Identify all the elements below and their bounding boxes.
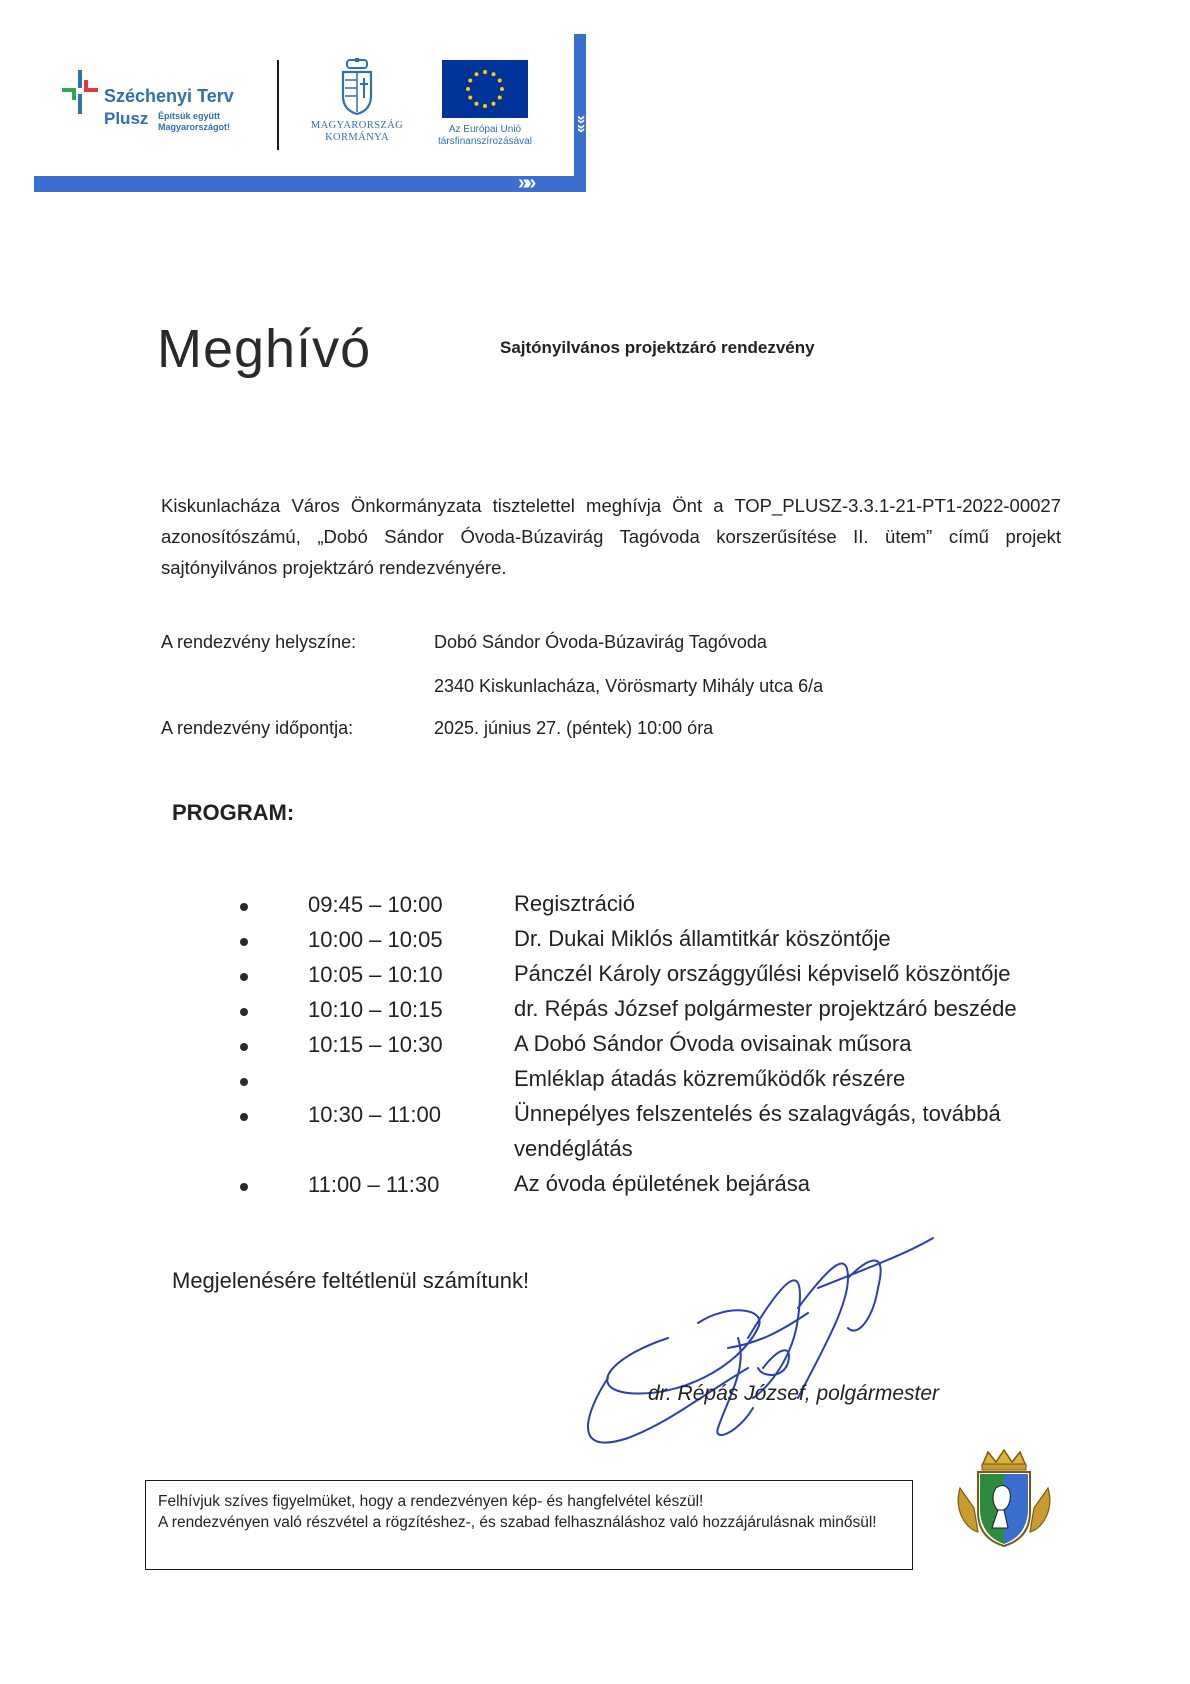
eu-star-icon (492, 72, 496, 76)
program-time: 09:45 – 10:00 (308, 892, 443, 917)
szechenyi-terv-name: Széchenyi Terv (104, 86, 234, 106)
eu-star-icon (466, 87, 470, 91)
banner-arrows-icon: »» (518, 172, 533, 194)
notice-line: Felhívjuk szíves figyelmüket, hogy a rendezvényen kép- és hangfelvétel készül! (158, 1493, 704, 1510)
program-heading: PROGRAM: (172, 800, 295, 825)
bullet-icon (240, 1113, 248, 1121)
program-time: 10:05 – 10:10 (308, 962, 443, 987)
signatory-name: dr. Répás József, polgármester (648, 1382, 940, 1405)
program-description: Ünnepélyes felszentelés és szalagvágás, továbbá vendéglátás (514, 1101, 1001, 1161)
bullet-icon (240, 1078, 248, 1086)
bullet-icon (240, 1183, 248, 1191)
eu-star-icon (498, 96, 502, 100)
eu-star-icon (498, 79, 502, 83)
szechenyi-plusz-label: Plusz (104, 109, 149, 128)
program-time: 11:00 – 11:30 (308, 1172, 440, 1197)
venue-label: A rendezvény helyszíne: (161, 632, 357, 652)
town-coat-of-arms-icon (952, 1448, 1056, 1550)
program-time: 10:15 – 10:30 (308, 1032, 443, 1057)
banner-bottom-bar (34, 176, 586, 192)
program-description: Dr. Dukai Miklós államtitkár köszöntője (514, 926, 891, 951)
venue-name: Dobó Sándor Óvoda-Búzavirág Tagóvoda (434, 632, 767, 652)
eu-star-icon (475, 72, 479, 76)
date-label: A rendezvény időpontja: (161, 718, 354, 738)
banner-right-bar (572, 34, 590, 192)
intro-paragraph: Kiskunlacháza Város Önkormányzata tisztelettel meghívja Önt a TOP_PLUSZ-3.3.1-21-PT1-2022-00027 azonosítószámú, „Dobó Sándor Óvoda-Búzavirág Tagóvoda korszerűsítése II. ütem” című projekt sajtónyilvános projektzáró rendezvényére. (161, 495, 1061, 578)
szechenyi-slogan: Építsük együtt Magyarországot! (158, 111, 231, 132)
program-time: 10:10 – 10:15 (308, 997, 443, 1022)
program-item (238, 1102, 1138, 1172)
bullet-icon (240, 1043, 248, 1051)
bullet-icon (240, 1008, 248, 1016)
notice-line: A rendezvényen való részvétel a rögzítéshez-, és szabad felhasználáshoz való hozzájárulásnak minősül! (158, 1514, 877, 1531)
page-subtitle: Sajtónyilvános projektzáró rendezvény (500, 338, 815, 357)
eu-star-icon (468, 96, 472, 100)
eu-star-icon (475, 102, 479, 106)
program-item (238, 1172, 1138, 1207)
program-description: A Dobó Sándor Óvoda ovisainak műsora (514, 1031, 912, 1056)
program-description: Regisztráció (514, 891, 636, 916)
eu-logo (430, 60, 568, 156)
program-description: Pánczél Károly országgyűlési képviselő köszöntője (514, 961, 1011, 986)
bullet-icon (240, 973, 248, 981)
closing-sentence: Megjelenésére feltétlenül számítunk! (172, 1268, 530, 1293)
program-description: dr. Répás József polgármester projektzáró beszéde (514, 996, 1017, 1021)
bullet-icon (240, 903, 248, 911)
banner-chevron-icon: »» (572, 115, 590, 133)
eu-cofinancing-text: Az Európai Unió társfinanszírozásával (438, 124, 532, 147)
eu-flag-icon (442, 60, 528, 118)
recording-notice-box (145, 1480, 913, 1570)
date-value: 2025. június 27. (péntek) 10:00 óra (434, 718, 714, 738)
szechenyi-terv-logo (62, 68, 262, 148)
government-logo (302, 58, 412, 154)
venue-address: 2340 Kiskunlacháza, Vörösmarty Mihály utca 6/a (434, 676, 824, 696)
program-description: Az óvoda épületének bejárása (514, 1171, 810, 1196)
hungarian-coat-of-arms-icon (339, 58, 375, 116)
handwritten-signature (548, 1228, 968, 1448)
logo-divider (277, 60, 279, 150)
eu-star-icon (500, 87, 504, 91)
eu-star-icon (468, 79, 472, 83)
government-name: MAGYARORSZÁG KORMÁNYA (310, 120, 404, 143)
eu-star-icon (483, 70, 487, 74)
eu-star-icon (492, 102, 496, 106)
program-time: 10:30 – 11:00 (308, 1102, 441, 1127)
program-time: 10:00 – 10:05 (308, 927, 443, 952)
program-description: Emléklap átadás közreműködők részére (514, 1066, 906, 1091)
program-list (238, 892, 1138, 1207)
szechenyi-cross-icon (62, 70, 98, 114)
bullet-icon (240, 938, 248, 946)
page-title: Meghívó (157, 319, 372, 379)
eu-star-icon (483, 104, 487, 108)
